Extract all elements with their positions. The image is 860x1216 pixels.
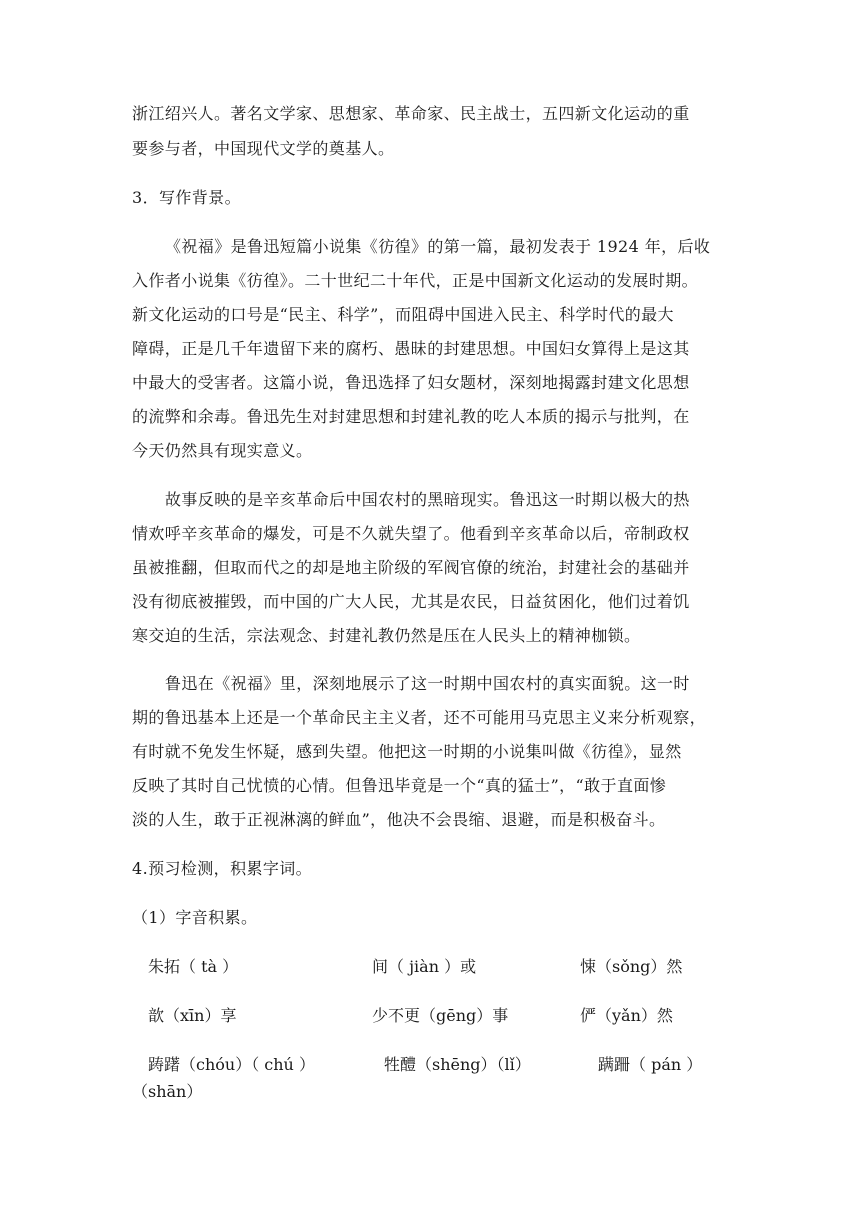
- intro-line-2: 要参与者，中国现代文学的奠基人。: [132, 139, 395, 158]
- section-4-heading: 4.预习检测，积累字词。: [132, 859, 313, 878]
- para-1-line-3: 新文化运动的口号是“民主、科学”，而阻碍中国进入民主、科学时代的最大: [132, 305, 674, 324]
- para-1-line-4: 障碍，正是几千年遗留下来的腐朽、愚昧的封建思想。中国妇女算得上是这其: [132, 339, 690, 358]
- pinyin-row-3-col-3: 蹒跚（ pán ）: [598, 1055, 703, 1074]
- para-3-line-2: 期的鲁迅基本上还是一个革命民主主义者，还不可能用马克思主义来分析观察，: [132, 708, 707, 727]
- pinyin-row-1-col-3: 悚（sǒng）然: [580, 957, 683, 976]
- pinyin-row-1-col-1: 朱拓（ tà ）: [148, 957, 239, 976]
- pinyin-row-2-col-3: 俨（yǎn）然: [580, 1006, 673, 1025]
- para-2-line-4: 没有彻底被摧毁，而中国的广大人民，尤其是农民，日益贫困化，他们过着饥: [132, 592, 690, 611]
- section-4-subheading: （1）字音积累。: [132, 908, 258, 927]
- pinyin-row-1-col-2: 间（ jiàn ）或: [372, 957, 477, 976]
- section-3-heading: 3．写作背景。: [132, 188, 241, 207]
- pinyin-row-3-col-2: 牲醴（shēng）（lǐ）: [384, 1055, 531, 1074]
- para-1-line-1: 《祝福》是鲁迅短篇小说集《彷徨》的第一篇，最初发表于 1924 年，后收: [165, 237, 711, 256]
- para-2-line-2: 情欢呼辛亥革命的爆发，可是不久就失望了。他看到辛亥革命以后，帝制政权: [132, 524, 690, 543]
- para-1-line-7: 今天仍然具有现实意义。: [132, 441, 313, 460]
- pinyin-row-3-col-1: 踌躇（chóu）（ chú ）: [148, 1055, 315, 1074]
- para-2-line-5: 寒交迫的生活，宗法观念、封建礼教仍然是压在人民头上的精神枷锁。: [132, 626, 641, 645]
- para-1-line-6: 的流弊和余毒。鲁迅先生对封建思想和封建礼教的吃人本质的揭示与批判，在: [132, 407, 690, 426]
- para-3-line-1: 鲁迅在《祝福》里，深刻地展示了这一时期中国农村的真实面貌。这一时: [165, 674, 690, 693]
- para-2-line-3: 虽被推翻，但取而代之的却是地主阶级的军阀官僚的统治，封建社会的基础并: [132, 558, 690, 577]
- para-3-line-3: 有时就不免发生怀疑，感到失望。他把这一时期的小说集叫做《彷徨》，显然: [132, 742, 682, 761]
- para-2-line-1: 故事反映的是辛亥革命后中国农村的黑暗现实。鲁迅这一时期以极大的热: [165, 490, 690, 509]
- para-3-line-5: 淡的人生，敢于正视淋漓的鲜血”，他决不会畏缩、退避，而是积极奋斗。: [132, 810, 666, 829]
- intro-line-1: 浙江绍兴人。著名文学家、思想家、革命家、民主战士，五四新文化运动的重: [132, 104, 690, 123]
- para-3-line-4: 反映了其时自己忧愤的心情。但鲁迅毕竟是一个“真的猛士”，“敢于直面惨: [132, 776, 667, 795]
- pinyin-row-2-col-2: 少不更（gēng）事: [372, 1006, 509, 1025]
- pinyin-row-3-overflow: （shān）: [132, 1082, 203, 1101]
- pinyin-row-2-col-1: 歆（xīn）享: [148, 1006, 237, 1025]
- para-1-line-2: 入作者小说集《彷徨》。二十世纪二十年代，正是中国新文化运动的发展时期。: [132, 271, 699, 290]
- para-1-line-5: 中最大的受害者。这篇小说，鲁迅选择了妇女题材，深刻地揭露封建文化思想: [132, 373, 690, 392]
